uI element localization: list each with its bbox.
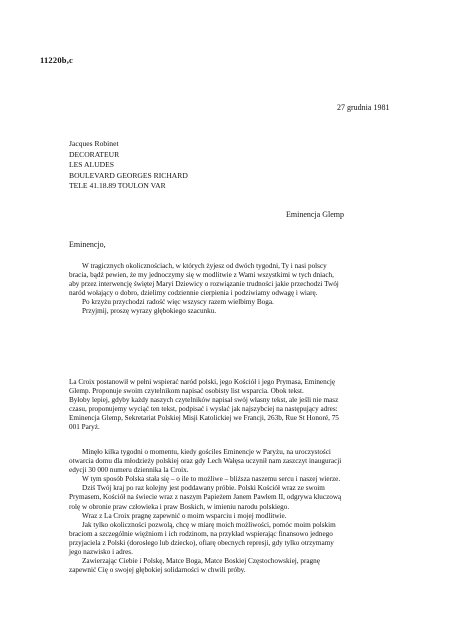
- sender-line: Jacques Robinet: [69, 139, 119, 148]
- paragraph-line: Byłoby lepiej, gdyby każdy naszych czytelników napisał swój własny tekst, ale jeśli nie masz: [69, 396, 339, 405]
- paragraph-line: otwarcia domu dla młodzieży polskiej oraz gdy Lech Wałęsa uczynił nam zaszczyt inauguracji: [69, 457, 342, 466]
- paragraph-line: Prymasem, Kościół na świecie wraz z naszym Papieżem Janem Pawłem II, odgrywa kluczową: [69, 493, 342, 502]
- sender-line: BOULEVARD GEORGES RICHARD: [69, 170, 188, 180]
- paragraph-line: braciom a szczególnie więźniom i ich rodzinom, na przykład wspierając finansowo jednego: [69, 529, 333, 538]
- paragraph-line: bracia, bądź pewien, że my jednoczymy się w modlitwie z Wami wszystkimi w tych dniach,: [69, 271, 334, 280]
- paragraph-line: zapewnić Cię o swojej głębokiej solidarności w chwili próby.: [69, 566, 246, 575]
- paragraph-line: Jak tylko okoliczności pozwolą, chcę w miarę moich możliwości, pomóc moim polskim: [82, 520, 336, 529]
- paragraph-line: rolę w obronie praw człowieka i praw Boskich, w imieniu narodu polskiego.: [69, 502, 290, 511]
- letter-date: 27 grudnia 1981: [337, 103, 390, 112]
- paragraph-line: jego nazwisko i adres.: [69, 548, 133, 557]
- paragraph-line: La Croix postanowił w pełni wspierać naród polski, jego Kościół i jego Prymasa, Eminencję: [69, 378, 336, 386]
- paragraph-line: Eminencja Glemp, Sekretariat Polskiej Misji Katolickiej we Francji, 263b, Rue St Honoré, 75: [69, 414, 339, 423]
- paragraph-line: Przyjmij, proszę wyrazy głębokiego szacunku.: [82, 307, 217, 316]
- letter-paragraph-3: [69, 448, 407, 575]
- paragraph-line: przyjaciela z Polski (dorosłego lub dziecko), ofiarę obecnych represji, gdy tylko otrzymamy: [69, 538, 334, 547]
- sender-address: [69, 139, 188, 192]
- paragraph-line: Po krzyżu przychodzi radość więc wszyscy razem wielbimy Boga.: [82, 298, 274, 307]
- salutation: Eminencjo,: [69, 240, 106, 249]
- paragraph-line: edycji 30 000 numeru dziennika la Croix.: [69, 466, 189, 475]
- paragraph-line: Wraz z La Croix pragnę zapewnić o moim wsparciu i mojej modlitwie.: [82, 511, 287, 520]
- sender-line: TELE 41.18.89 TOULON VAR: [69, 181, 166, 191]
- letter-paragraph-2: [69, 378, 407, 433]
- paragraph-line: Minęło kilka tygodni o momentu, kiedy gościles Eminencje w Paryżu, na uroczystości: [82, 448, 331, 456]
- paragraph-line: aby przez interwencję świętej Maryi Dziewicy o rozwiązanie trudności jakie przechodzi Twój: [69, 280, 339, 289]
- letter-paragraph-1: [69, 262, 407, 317]
- paragraph-line: 001 Paryż.: [69, 423, 100, 432]
- paragraph-line: Dziś Twój kraj po raz kolejny jest poddawany próbie. Polski Kościół wraz ze swoim: [82, 484, 325, 493]
- sender-line: DECORATEUR: [69, 149, 120, 159]
- recipient-name: Eminencja Glemp: [286, 210, 344, 219]
- paragraph-line: W tym sposób Polska stała się – o ile to możliwe – bliższa naszemu sercu i naszej wierze.: [82, 475, 341, 484]
- paragraph-line: Glemp. Proponuje swoim czytelnikom napisać osobisty list wsparcia. Obok tekst.: [69, 387, 304, 396]
- paragraph-line: Zawierzając Ciebie i Polskę, Matce Boga, Matce Boskiej Częstochowskiej, pragnę: [82, 557, 320, 566]
- document-reference: 11220b,c: [40, 55, 74, 65]
- paragraph-line: naród wołający o dobro, dzielimy codziennie cierpienia i podziwiamy odwagę i wiarę.: [69, 289, 318, 298]
- paragraph-line: czasu, proponujemy wyciąć ten tekst, podpisać i wysłać jak najszybciej na następujący adres:: [69, 405, 338, 414]
- paragraph-line: W tragicznych okolicznościach, w których żyjesz od dwóch tygodni, Ty i nasi polscy: [82, 262, 327, 270]
- sender-line: LES ALUDES: [69, 160, 114, 170]
